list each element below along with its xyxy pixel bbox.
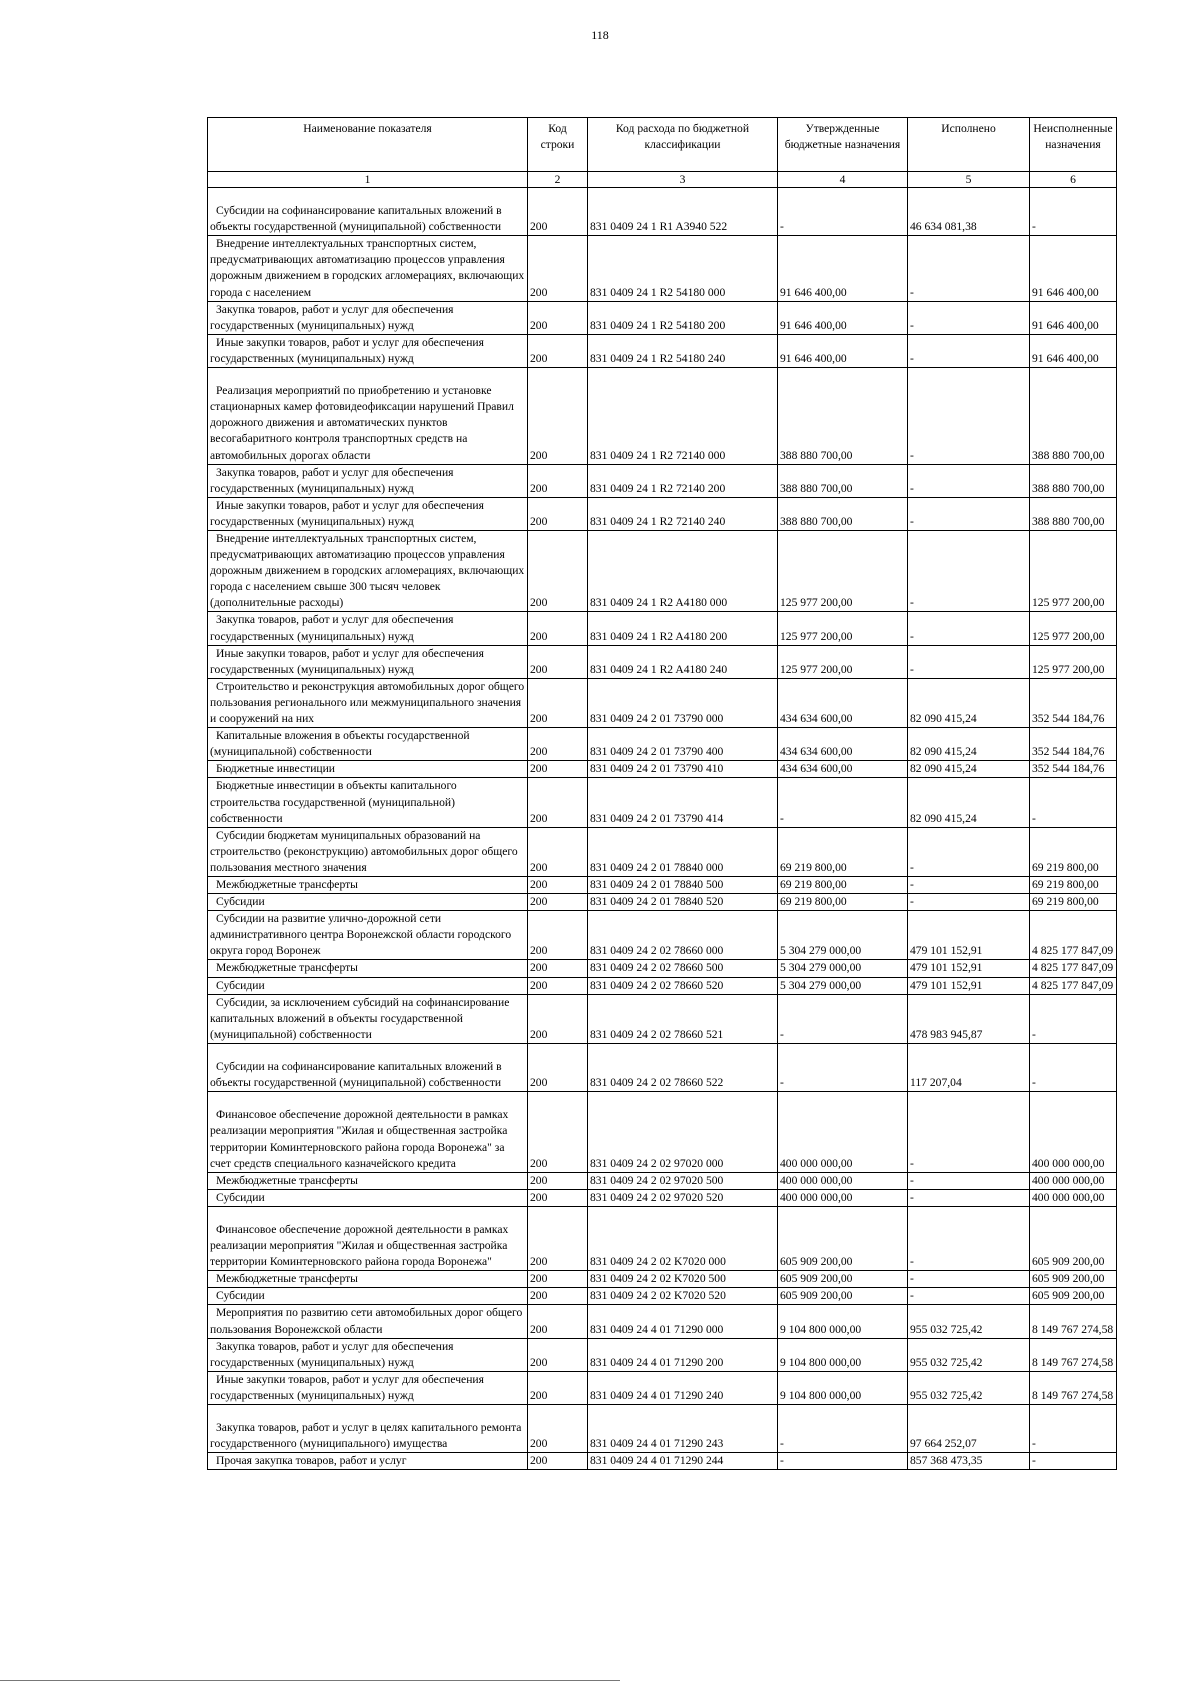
cell-executed: -	[908, 876, 1030, 893]
cell-unexecuted: 605 909 200,00	[1030, 1271, 1117, 1288]
cell-budget-code: 831 0409 24 4 01 71290 243	[588, 1405, 778, 1453]
cell-unexecuted: -	[1030, 994, 1117, 1043]
cell-unexecuted: 91 646 400,00	[1030, 301, 1117, 334]
cell-unexecuted: 605 909 200,00	[1030, 1206, 1117, 1270]
cell-line-code: 200	[528, 334, 588, 367]
table-row	[208, 368, 1117, 465]
table-row	[208, 994, 1117, 1043]
cell-unexecuted: 69 219 800,00	[1030, 827, 1117, 876]
cell-indicator-name: Бюджетные инвестиции	[208, 761, 528, 778]
table-body	[208, 188, 1117, 1470]
cell-executed: -	[908, 497, 1030, 530]
cell-indicator-name: Межбюджетные трансферты	[208, 1172, 528, 1189]
cell-approved: 91 646 400,00	[778, 334, 908, 367]
cell-budget-code: 831 0409 24 2 02 78660 522	[588, 1043, 778, 1091]
cell-indicator-name: Иные закупки товаров, работ и услуг для обеспечения государственных (муниципальных) нужд	[208, 645, 528, 678]
cell-unexecuted: 400 000 000,00	[1030, 1189, 1117, 1206]
cell-unexecuted: 388 880 700,00	[1030, 368, 1117, 465]
cell-budget-code: 831 0409 24 1 R1 A3940 522	[588, 188, 778, 236]
cell-executed: -	[908, 1092, 1030, 1173]
cell-indicator-name: Субсидии	[208, 977, 528, 994]
table-row	[208, 1043, 1117, 1091]
cell-budget-code: 831 0409 24 4 01 71290 200	[588, 1338, 778, 1371]
cell-unexecuted: 352 544 184,76	[1030, 728, 1117, 761]
cell-approved: 125 977 200,00	[778, 531, 908, 612]
cell-executed: 479 101 152,91	[908, 960, 1030, 977]
budget-execution-table	[207, 117, 1117, 1470]
cell-approved: 400 000 000,00	[778, 1172, 908, 1189]
cell-approved: 605 909 200,00	[778, 1206, 908, 1270]
cell-approved: -	[778, 994, 908, 1043]
cell-unexecuted: 91 646 400,00	[1030, 236, 1117, 301]
table-row	[208, 301, 1117, 334]
cell-unexecuted: 388 880 700,00	[1030, 464, 1117, 497]
cell-executed: -	[908, 612, 1030, 645]
cell-executed: 46 634 081,38	[908, 188, 1030, 236]
cell-approved: 388 880 700,00	[778, 368, 908, 465]
cell-executed: -	[908, 827, 1030, 876]
cell-budget-code: 831 0409 24 2 01 73790 000	[588, 678, 778, 727]
cell-indicator-name: Прочая закупка товаров, работ и услуг	[208, 1453, 528, 1470]
cell-line-code: 200	[528, 497, 588, 530]
cell-indicator-name: Субсидии, за исключением субсидий на софинансирование капитальных вложений в объекты государственной (муниципальной) собственности	[208, 994, 528, 1043]
cell-unexecuted: 8 149 767 274,58	[1030, 1305, 1117, 1338]
cell-executed: -	[908, 368, 1030, 465]
cell-line-code: 200	[528, 827, 588, 876]
cell-approved: 400 000 000,00	[778, 1092, 908, 1173]
cell-budget-code: 831 0409 24 1 R2 54180 000	[588, 236, 778, 301]
cell-indicator-name: Закупка товаров, работ и услуг для обеспечения государственных (муниципальных) нужд	[208, 612, 528, 645]
cell-unexecuted: 4 825 177 847,09	[1030, 960, 1117, 977]
cell-approved: 91 646 400,00	[778, 301, 908, 334]
table-row	[208, 977, 1117, 994]
cell-executed: 82 090 415,24	[908, 778, 1030, 827]
cell-indicator-name: Иные закупки товаров, работ и услуг для обеспечения государственных (муниципальных) нужд	[208, 1371, 528, 1404]
table-row	[208, 827, 1117, 876]
table-row	[208, 1371, 1117, 1404]
cell-approved: 434 634 600,00	[778, 678, 908, 727]
cell-approved: 69 219 800,00	[778, 876, 908, 893]
cell-line-code: 200	[528, 778, 588, 827]
cell-approved: 69 219 800,00	[778, 894, 908, 911]
cell-line-code: 200	[528, 761, 588, 778]
cell-line-code: 200	[528, 368, 588, 465]
cell-executed: 478 983 945,87	[908, 994, 1030, 1043]
cell-approved: 9 104 800 000,00	[778, 1371, 908, 1404]
cell-line-code: 200	[528, 911, 588, 960]
column-number: 6	[1030, 172, 1117, 188]
cell-approved: 91 646 400,00	[778, 236, 908, 301]
cell-unexecuted: 400 000 000,00	[1030, 1092, 1117, 1173]
cell-executed: -	[908, 301, 1030, 334]
cell-executed: 479 101 152,91	[908, 977, 1030, 994]
cell-indicator-name: Субсидии бюджетам муниципальных образований на строительство (реконструкцию) автомобильных дорог общего пользования местного значения	[208, 827, 528, 876]
cell-approved: 605 909 200,00	[778, 1271, 908, 1288]
table-row	[208, 236, 1117, 301]
cell-budget-code: 831 0409 24 1 R2 72140 240	[588, 497, 778, 530]
cell-line-code: 200	[528, 188, 588, 236]
cell-unexecuted: 125 977 200,00	[1030, 531, 1117, 612]
cell-unexecuted: 8 149 767 274,58	[1030, 1338, 1117, 1371]
cell-unexecuted: -	[1030, 188, 1117, 236]
cell-approved: 125 977 200,00	[778, 645, 908, 678]
cell-approved: -	[778, 1405, 908, 1453]
cell-approved: -	[778, 1043, 908, 1091]
cell-indicator-name: Реализация мероприятий по приобретению и установке стационарных камер фотовидеофиксации нарушений Правил дорожного движения и автоматических пунктов весогабаритного контроля транспортных средств на автомобильных дорогах области	[208, 368, 528, 465]
cell-budget-code: 831 0409 24 1 R2 72140 000	[588, 368, 778, 465]
header-unexecuted: Неисполненные назначения	[1030, 118, 1117, 172]
cell-unexecuted: 4 825 177 847,09	[1030, 977, 1117, 994]
cell-executed: -	[908, 464, 1030, 497]
cell-indicator-name: Внедрение интеллектуальных транспортных систем, предусматривающих автоматизацию процессов управления дорожным движением в городских агломерациях, включающих города с населением	[208, 236, 528, 301]
cell-approved: 5 304 279 000,00	[778, 960, 908, 977]
table-row	[208, 334, 1117, 367]
cell-budget-code: 831 0409 24 2 02 97020 500	[588, 1172, 778, 1189]
cell-approved: 5 304 279 000,00	[778, 911, 908, 960]
cell-budget-code: 831 0409 24 2 02 78660 500	[588, 960, 778, 977]
cell-indicator-name: Субсидии	[208, 894, 528, 911]
cell-budget-code: 831 0409 24 2 01 78840 520	[588, 894, 778, 911]
table-row	[208, 1271, 1117, 1288]
cell-line-code: 200	[528, 894, 588, 911]
cell-executed: 82 090 415,24	[908, 678, 1030, 727]
cell-line-code: 200	[528, 1092, 588, 1173]
cell-line-code: 200	[528, 1288, 588, 1305]
cell-line-code: 200	[528, 1206, 588, 1270]
cell-budget-code: 831 0409 24 2 02 K7020 000	[588, 1206, 778, 1270]
column-number-row	[208, 172, 1117, 188]
cell-approved: 434 634 600,00	[778, 761, 908, 778]
cell-budget-code: 831 0409 24 2 01 73790 400	[588, 728, 778, 761]
table-row	[208, 1305, 1117, 1338]
cell-approved: -	[778, 778, 908, 827]
cell-budget-code: 831 0409 24 1 R2 54180 240	[588, 334, 778, 367]
cell-line-code: 200	[528, 977, 588, 994]
cell-indicator-name: Бюджетные инвестиции в объекты капитального строительства государственной (муниципальной) собственности	[208, 778, 528, 827]
table-row	[208, 1172, 1117, 1189]
column-number: 4	[778, 172, 908, 188]
cell-indicator-name: Финансовое обеспечение дорожной деятельности в рамках реализации мероприятия "Жилая и общественная застройка территории Коминтерновского района города Воронежа"	[208, 1206, 528, 1270]
table-row	[208, 1453, 1117, 1470]
cell-executed: 97 664 252,07	[908, 1405, 1030, 1453]
cell-unexecuted: 125 977 200,00	[1030, 612, 1117, 645]
cell-indicator-name: Иные закупки товаров, работ и услуг для обеспечения государственных (муниципальных) нужд	[208, 334, 528, 367]
cell-executed: -	[908, 1189, 1030, 1206]
cell-line-code: 200	[528, 1189, 588, 1206]
cell-budget-code: 831 0409 24 2 01 73790 414	[588, 778, 778, 827]
cell-line-code: 200	[528, 1453, 588, 1470]
cell-budget-code: 831 0409 24 2 02 K7020 500	[588, 1271, 778, 1288]
cell-approved: -	[778, 188, 908, 236]
cell-executed: 955 032 725,42	[908, 1371, 1030, 1404]
cell-executed: -	[908, 894, 1030, 911]
cell-unexecuted: -	[1030, 1405, 1117, 1453]
table-header-row	[208, 118, 1117, 172]
table-row	[208, 1206, 1117, 1270]
cell-budget-code: 831 0409 24 2 01 78840 000	[588, 827, 778, 876]
cell-line-code: 200	[528, 612, 588, 645]
cell-line-code: 200	[528, 1405, 588, 1453]
cell-budget-code: 831 0409 24 2 02 97020 000	[588, 1092, 778, 1173]
cell-unexecuted: 388 880 700,00	[1030, 497, 1117, 530]
table-row	[208, 894, 1117, 911]
cell-unexecuted: 605 909 200,00	[1030, 1288, 1117, 1305]
cell-indicator-name: Закупка товаров, работ и услуг для обеспечения государственных (муниципальных) нужд	[208, 1338, 528, 1371]
cell-unexecuted: 4 825 177 847,09	[1030, 911, 1117, 960]
cell-unexecuted: 69 219 800,00	[1030, 876, 1117, 893]
cell-indicator-name: Финансовое обеспечение дорожной деятельности в рамках реализации мероприятия "Жилая и общественная застройка территории Коминтерновского района города Воронежа" за счет средств специального казначейского кредита	[208, 1092, 528, 1173]
cell-unexecuted: 69 219 800,00	[1030, 894, 1117, 911]
header-line-code: Код строки	[528, 118, 588, 172]
cell-approved: 434 634 600,00	[778, 728, 908, 761]
cell-indicator-name: Внедрение интеллектуальных транспортных систем, предусматривающих автоматизацию процессов управления дорожным движением в городских агломерациях, включающих города с населением свыше 300 тысяч человек (дополнительные расходы)	[208, 531, 528, 612]
cell-executed: -	[908, 1206, 1030, 1270]
cell-line-code: 200	[528, 1043, 588, 1091]
cell-line-code: 200	[528, 1338, 588, 1371]
cell-indicator-name: Субсидии	[208, 1288, 528, 1305]
cell-executed: -	[908, 1172, 1030, 1189]
cell-unexecuted: 91 646 400,00	[1030, 334, 1117, 367]
cell-line-code: 200	[528, 960, 588, 977]
cell-line-code: 200	[528, 236, 588, 301]
table-row	[208, 1189, 1117, 1206]
cell-budget-code: 831 0409 24 1 R2 A4180 000	[588, 531, 778, 612]
cell-budget-code: 831 0409 24 2 02 78660 000	[588, 911, 778, 960]
cell-executed: 117 207,04	[908, 1043, 1030, 1091]
table-row	[208, 1405, 1117, 1453]
cell-indicator-name: Закупка товаров, работ и услуг для обеспечения государственных (муниципальных) нужд	[208, 464, 528, 497]
column-number: 2	[528, 172, 588, 188]
cell-line-code: 200	[528, 1172, 588, 1189]
cell-line-code: 200	[528, 1271, 588, 1288]
column-number: 5	[908, 172, 1030, 188]
cell-executed: -	[908, 334, 1030, 367]
header-budget-code: Код расхода по бюджетной классификации	[588, 118, 778, 172]
cell-unexecuted: 352 544 184,76	[1030, 678, 1117, 727]
cell-budget-code: 831 0409 24 4 01 71290 240	[588, 1371, 778, 1404]
cell-budget-code: 831 0409 24 2 02 78660 520	[588, 977, 778, 994]
table-row	[208, 678, 1117, 727]
cell-line-code: 200	[528, 1371, 588, 1404]
table-row	[208, 761, 1117, 778]
cell-line-code: 200	[528, 645, 588, 678]
cell-unexecuted: -	[1030, 1453, 1117, 1470]
cell-approved: 388 880 700,00	[778, 497, 908, 530]
table-row	[208, 778, 1117, 827]
cell-executed: -	[908, 1288, 1030, 1305]
cell-budget-code: 831 0409 24 2 02 K7020 520	[588, 1288, 778, 1305]
cell-approved: 125 977 200,00	[778, 612, 908, 645]
cell-budget-code: 831 0409 24 4 01 71290 244	[588, 1453, 778, 1470]
table-row	[208, 1092, 1117, 1173]
page-number: 118	[591, 28, 609, 42]
cell-executed: 857 368 473,35	[908, 1453, 1030, 1470]
cell-approved: 9 104 800 000,00	[778, 1305, 908, 1338]
column-number: 3	[588, 172, 778, 188]
table-row	[208, 531, 1117, 612]
cell-indicator-name: Иные закупки товаров, работ и услуг для обеспечения государственных (муниципальных) нужд	[208, 497, 528, 530]
cell-indicator-name: Субсидии на софинансирование капитальных вложений в объекты государственной (муниципальной) собственности	[208, 1043, 528, 1091]
cell-executed: -	[908, 645, 1030, 678]
cell-budget-code: 831 0409 24 1 R2 72140 200	[588, 464, 778, 497]
cell-budget-code: 831 0409 24 4 01 71290 000	[588, 1305, 778, 1338]
table-row	[208, 188, 1117, 236]
cell-indicator-name: Строительство и реконструкция автомобильных дорог общего пользования регионального или межмуниципального значения и сооружений на них	[208, 678, 528, 727]
cell-budget-code: 831 0409 24 2 02 78660 521	[588, 994, 778, 1043]
cell-budget-code: 831 0409 24 1 R2 A4180 200	[588, 612, 778, 645]
cell-approved: 9 104 800 000,00	[778, 1338, 908, 1371]
cell-indicator-name: Капитальные вложения в объекты государственной (муниципальной) собственности	[208, 728, 528, 761]
table-row	[208, 645, 1117, 678]
cell-budget-code: 831 0409 24 2 02 97020 520	[588, 1189, 778, 1206]
header-executed: Исполнено	[908, 118, 1030, 172]
cell-executed: -	[908, 1271, 1030, 1288]
cell-line-code: 200	[528, 301, 588, 334]
cell-executed: 479 101 152,91	[908, 911, 1030, 960]
table-row	[208, 911, 1117, 960]
cell-unexecuted: 400 000 000,00	[1030, 1172, 1117, 1189]
table-row	[208, 960, 1117, 977]
cell-budget-code: 831 0409 24 2 01 78840 500	[588, 876, 778, 893]
cell-executed: -	[908, 531, 1030, 612]
cell-indicator-name: Закупка товаров, работ и услуг для обеспечения государственных (муниципальных) нужд	[208, 301, 528, 334]
cell-unexecuted: 125 977 200,00	[1030, 645, 1117, 678]
table-row	[208, 876, 1117, 893]
cell-line-code: 200	[528, 678, 588, 727]
cell-indicator-name: Закупка товаров, работ и услуг в целях капитального ремонта государственного (муниципального) имущества	[208, 1405, 528, 1453]
cell-approved: 605 909 200,00	[778, 1288, 908, 1305]
cell-budget-code: 831 0409 24 2 01 73790 410	[588, 761, 778, 778]
cell-executed: 82 090 415,24	[908, 761, 1030, 778]
cell-approved: 400 000 000,00	[778, 1189, 908, 1206]
cell-indicator-name: Мероприятия по развитию сети автомобильных дорог общего пользования Воронежской области	[208, 1305, 528, 1338]
table-row	[208, 612, 1117, 645]
cell-budget-code: 831 0409 24 1 R2 A4180 240	[588, 645, 778, 678]
table-row	[208, 1338, 1117, 1371]
cell-unexecuted: -	[1030, 1043, 1117, 1091]
cell-unexecuted: 352 544 184,76	[1030, 761, 1117, 778]
cell-line-code: 200	[528, 876, 588, 893]
cell-approved: 69 219 800,00	[778, 827, 908, 876]
cell-line-code: 200	[528, 1305, 588, 1338]
cell-indicator-name: Субсидии на софинансирование капитальных вложений в объекты государственной (муниципальной) собственности	[208, 188, 528, 236]
cell-approved: 388 880 700,00	[778, 464, 908, 497]
cell-indicator-name: Субсидии на развитие улично-дорожной сети административного центра Воронежской области городского округа город Воронеж	[208, 911, 528, 960]
table-row	[208, 497, 1117, 530]
table-row	[208, 464, 1117, 497]
cell-line-code: 200	[528, 994, 588, 1043]
cell-indicator-name: Субсидии	[208, 1189, 528, 1206]
cell-executed: 955 032 725,42	[908, 1305, 1030, 1338]
header-indicator-name: Наименование показателя	[208, 118, 528, 172]
cell-line-code: 200	[528, 531, 588, 612]
cell-executed: 955 032 725,42	[908, 1338, 1030, 1371]
cell-unexecuted: -	[1030, 778, 1117, 827]
cell-executed: 82 090 415,24	[908, 728, 1030, 761]
cell-indicator-name: Межбюджетные трансферты	[208, 960, 528, 977]
cell-line-code: 200	[528, 728, 588, 761]
cell-indicator-name: Межбюджетные трансферты	[208, 876, 528, 893]
cell-unexecuted: 8 149 767 274,58	[1030, 1371, 1117, 1404]
cell-indicator-name: Межбюджетные трансферты	[208, 1271, 528, 1288]
bottom-rule	[0, 1680, 620, 1681]
cell-approved: -	[778, 1453, 908, 1470]
cell-executed: -	[908, 236, 1030, 301]
cell-budget-code: 831 0409 24 1 R2 54180 200	[588, 301, 778, 334]
header-approved: Утвержденные бюджетные назначения	[778, 118, 908, 172]
table-row	[208, 1288, 1117, 1305]
column-number: 1	[208, 172, 528, 188]
cell-line-code: 200	[528, 464, 588, 497]
cell-approved: 5 304 279 000,00	[778, 977, 908, 994]
table-row	[208, 728, 1117, 761]
